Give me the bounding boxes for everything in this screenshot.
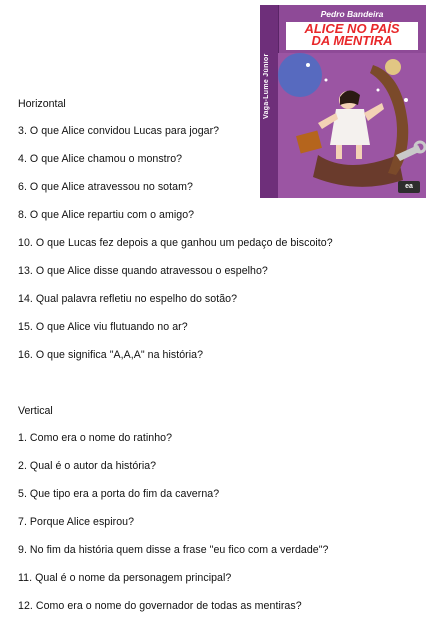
horizontal-heading: Horizontal — [18, 98, 66, 110]
question-h15: 15. O que Alice viu flutuando no ar? — [18, 321, 188, 333]
question-v9: 9. No fim da história quem disse a frase "eu fico com a verdade"? — [18, 544, 329, 556]
series-label: Vaga-Lume Júnior — [263, 53, 270, 119]
question-v7: 7. Porque Alice espirou? — [18, 516, 135, 528]
question-h3: 3. O que Alice convidou Lucas para jogar? — [18, 125, 220, 137]
book-spine — [260, 5, 279, 198]
cover-illustration — [278, 5, 426, 198]
book-cover-image — [260, 5, 426, 198]
question-h16: 16. O que significa "A,A,A" na história? — [18, 349, 204, 361]
vertical-heading: Vertical — [18, 405, 53, 417]
question-h14: 14. Qual palavra refletiu no espelho do sotão? — [18, 293, 238, 305]
book-author: Pedro Bandeira — [320, 9, 384, 19]
question-v5: 5. Que tipo era a porta do fim da caverna? — [18, 488, 220, 500]
question-h10: 10. O que Lucas fez depois a que ganhou um pedaço de biscoito? — [18, 237, 333, 249]
question-v2: 2. Qual é o autor da história? — [18, 460, 157, 472]
question-h8: 8. O que Alice repartiu com o amigo? — [18, 209, 195, 221]
question-v11: 11. Qual é o nome da personagem principal? — [18, 572, 232, 584]
question-h6: 6. O que Alice atravessou no sotam? — [18, 181, 193, 193]
publisher-logo: ea — [398, 181, 420, 193]
question-h4: 4. O que Alice chamou o monstro? — [18, 153, 183, 165]
book-title: ALICE NO PAÍS DA MENTIRA — [304, 21, 400, 48]
question-v1: 1. Como era o nome do ratinho? — [18, 432, 173, 444]
question-h13: 13. O que Alice disse quando atravessou o espelho? — [18, 265, 268, 277]
question-v12: 12. Como era o nome do governador de todas as mentiras? — [18, 600, 302, 612]
